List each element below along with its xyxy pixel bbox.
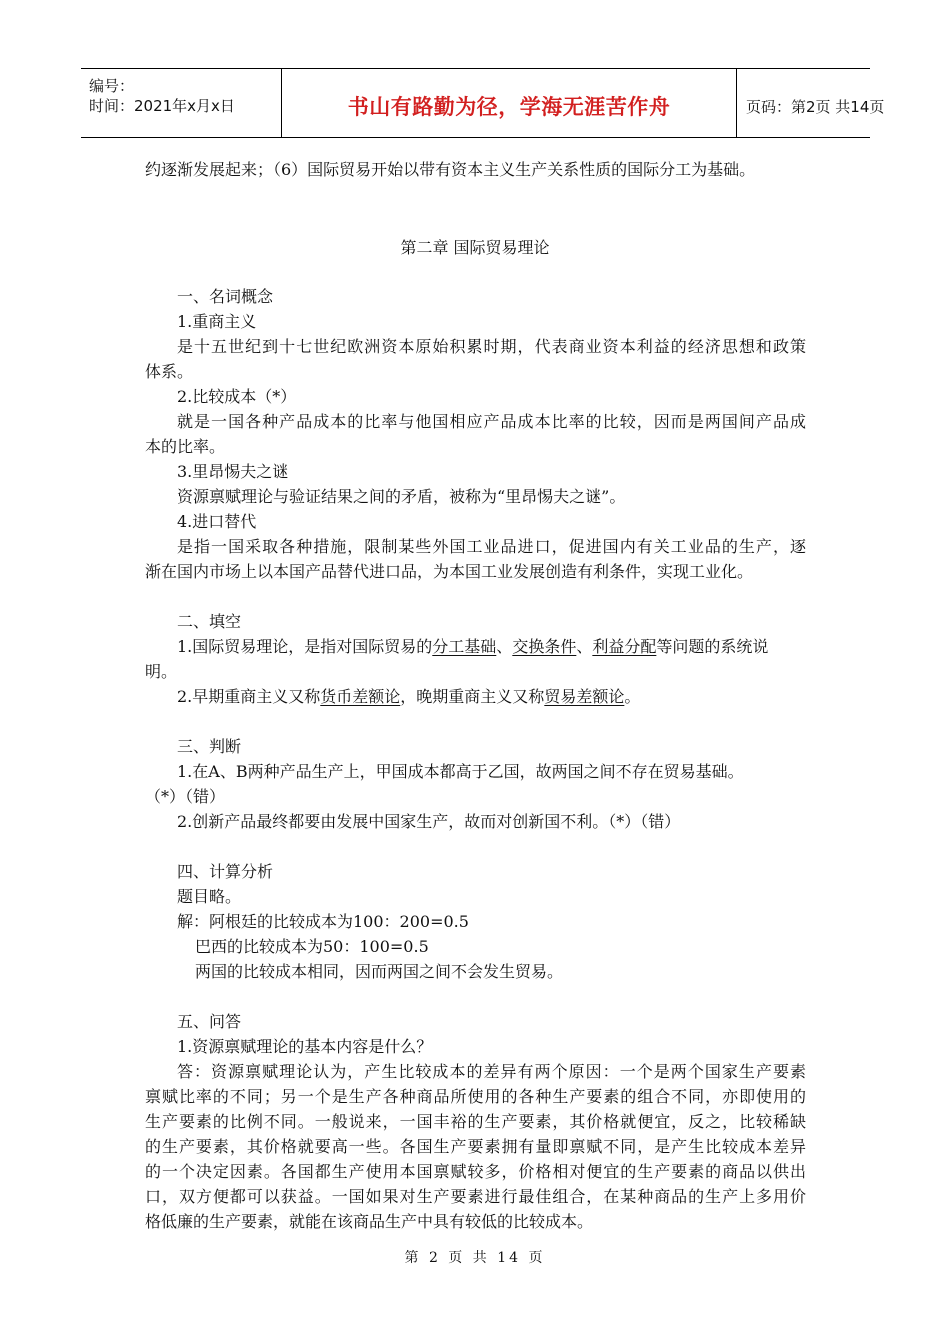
fill-q2-suffix: 。 xyxy=(624,687,641,706)
fill-question-2 xyxy=(177,685,640,709)
fill-q2-blank-2: 贸易差额论 xyxy=(544,687,625,706)
fill-q1-blank-3: 利益分配 xyxy=(592,637,657,656)
term-3: 3.里昂惕夫之谜 xyxy=(177,462,289,481)
header-page-cell xyxy=(736,69,885,137)
header-motto-cell xyxy=(281,69,737,137)
section2-heading: 二、填空 xyxy=(177,612,242,631)
page-footer: 第 2 页 共 14 页 xyxy=(404,1250,546,1266)
qa-answer-line-3: 生产要素的比例不同。一般说来，一国丰裕的生产要素，其价格就便宜，反之，比较稀缺 xyxy=(145,1112,806,1131)
definition-4b: 渐在国内市场上以本国产品替代进口品，为本国工业发展创造有利条件，实现工业化。 xyxy=(145,562,754,581)
page-info: 页码：第2页 共14页 xyxy=(746,98,885,116)
term-1: 1.重商主义 xyxy=(177,312,257,331)
fill-question-1 xyxy=(177,635,768,659)
section5-heading: 五、问答 xyxy=(177,1012,242,1031)
time-label: 时间：2021年x月x日 xyxy=(89,97,235,115)
section1-heading: 一、名词概念 xyxy=(177,287,274,306)
qa-answer-line-6: 口，双方便都可以获益。一国如果对生产要素进行最佳组合，在某种商品的生产上多用价 xyxy=(145,1187,806,1206)
judge-question-2: 2.创新产品最终都要由发展中国家生产，故而对创新国不利。（*）（错） xyxy=(177,812,681,831)
qa-answer-line-4: 的生产要素，其价格就要高一些。各国生产要素拥有量即禀赋不同，是产生比较成本差异 xyxy=(145,1137,806,1156)
judge-question-1a: 1.在A、B两种产品生产上，甲国成本都高于乙国，故两国之间不存在贸易基础。 xyxy=(177,762,744,781)
fill-q1-continuation: 明。 xyxy=(145,662,178,681)
qa-answer-line-1: 答：资源禀赋理论认为，产生比较成本的差异有两个原因：一个是两个国家生产要素 xyxy=(177,1062,806,1081)
fill-q2-middle: ，晚期重商主义又称 xyxy=(400,687,545,706)
fill-q1-suffix: 等问题的系统说 xyxy=(656,637,769,656)
judge-question-1b: （*）（错） xyxy=(145,787,226,806)
qa-question-1: 1.资源禀赋理论的基本内容是什么？ xyxy=(177,1037,433,1056)
fill-q2-blank-1: 货币差额论 xyxy=(320,687,401,706)
page-header xyxy=(81,68,885,138)
qa-answer-line-2: 禀赋比率的不同；另一个是生产各种商品所使用的各种生产要素的组合不同，亦即使用的 xyxy=(145,1087,806,1106)
fill-q2-prefix: 2.早期重商主义又称 xyxy=(177,687,321,706)
serial-label: 编号： xyxy=(89,77,135,95)
fill-q1-sep-1: 、 xyxy=(496,637,513,656)
term-2: 2.比较成本（*） xyxy=(177,387,297,406)
calc-line-1: 题目略。 xyxy=(177,887,242,906)
definition-1a: 是十五世纪到十七世纪欧洲资本原始积累时期，代表商业资本利益的经济思想和政策 xyxy=(177,337,806,356)
calc-line-4: 两国的比较成本相同，因而两国之间不会发生贸易。 xyxy=(195,962,564,981)
definition-2a: 就是一国各种产品成本的比率与他国相应产品成本比率的比较，因而是两国间产品成 xyxy=(177,412,806,431)
qa-answer-line-5: 的一个决定因素。各国都生产使用本国禀赋较多，价格相对便宜的生产要素的商品以供出 xyxy=(145,1162,806,1181)
definition-3: 资源禀赋理论与验证结果之间的矛盾，被称为“里昂惕夫之谜”。 xyxy=(177,487,626,506)
definition-4a: 是指一国采取各种措施，限制某些外国工业品进口，促进国内有关工业品的生产，逐 xyxy=(177,537,806,556)
fill-q1-blank-1: 分工基础 xyxy=(432,637,497,656)
header-meta-cell xyxy=(81,69,281,137)
fill-q1-sep-2: 、 xyxy=(576,637,593,656)
chapter-title: 第二章 国际贸易理论 xyxy=(400,238,550,257)
fill-q1-blank-2: 交换条件 xyxy=(512,637,577,656)
motto-text: 书山有路勤为径，学海无涯苦作舟 xyxy=(347,95,671,119)
term-4: 4.进口替代 xyxy=(177,512,257,531)
definition-1b: 体系。 xyxy=(145,362,194,381)
section3-heading: 三、判断 xyxy=(177,737,242,756)
definition-2b: 本的比率。 xyxy=(145,437,226,456)
calc-line-3: 巴西的比较成本为50：100=0.5 xyxy=(195,937,429,956)
calc-line-2: 解：阿根廷的比较成本为100：200=0.5 xyxy=(177,912,469,931)
section4-heading: 四、计算分析 xyxy=(177,862,274,881)
qa-answer-line-7: 格低廉的生产要素，就能在该商品生产中具有较低的比较成本。 xyxy=(145,1212,594,1231)
fill-q1-prefix: 1.国际贸易理论，是指对国际贸易的 xyxy=(177,637,433,656)
carryover-text: 约逐渐发展起来；（6）国际贸易开始以带有资本主义生产关系性质的国际分工为基础。 xyxy=(145,160,756,179)
